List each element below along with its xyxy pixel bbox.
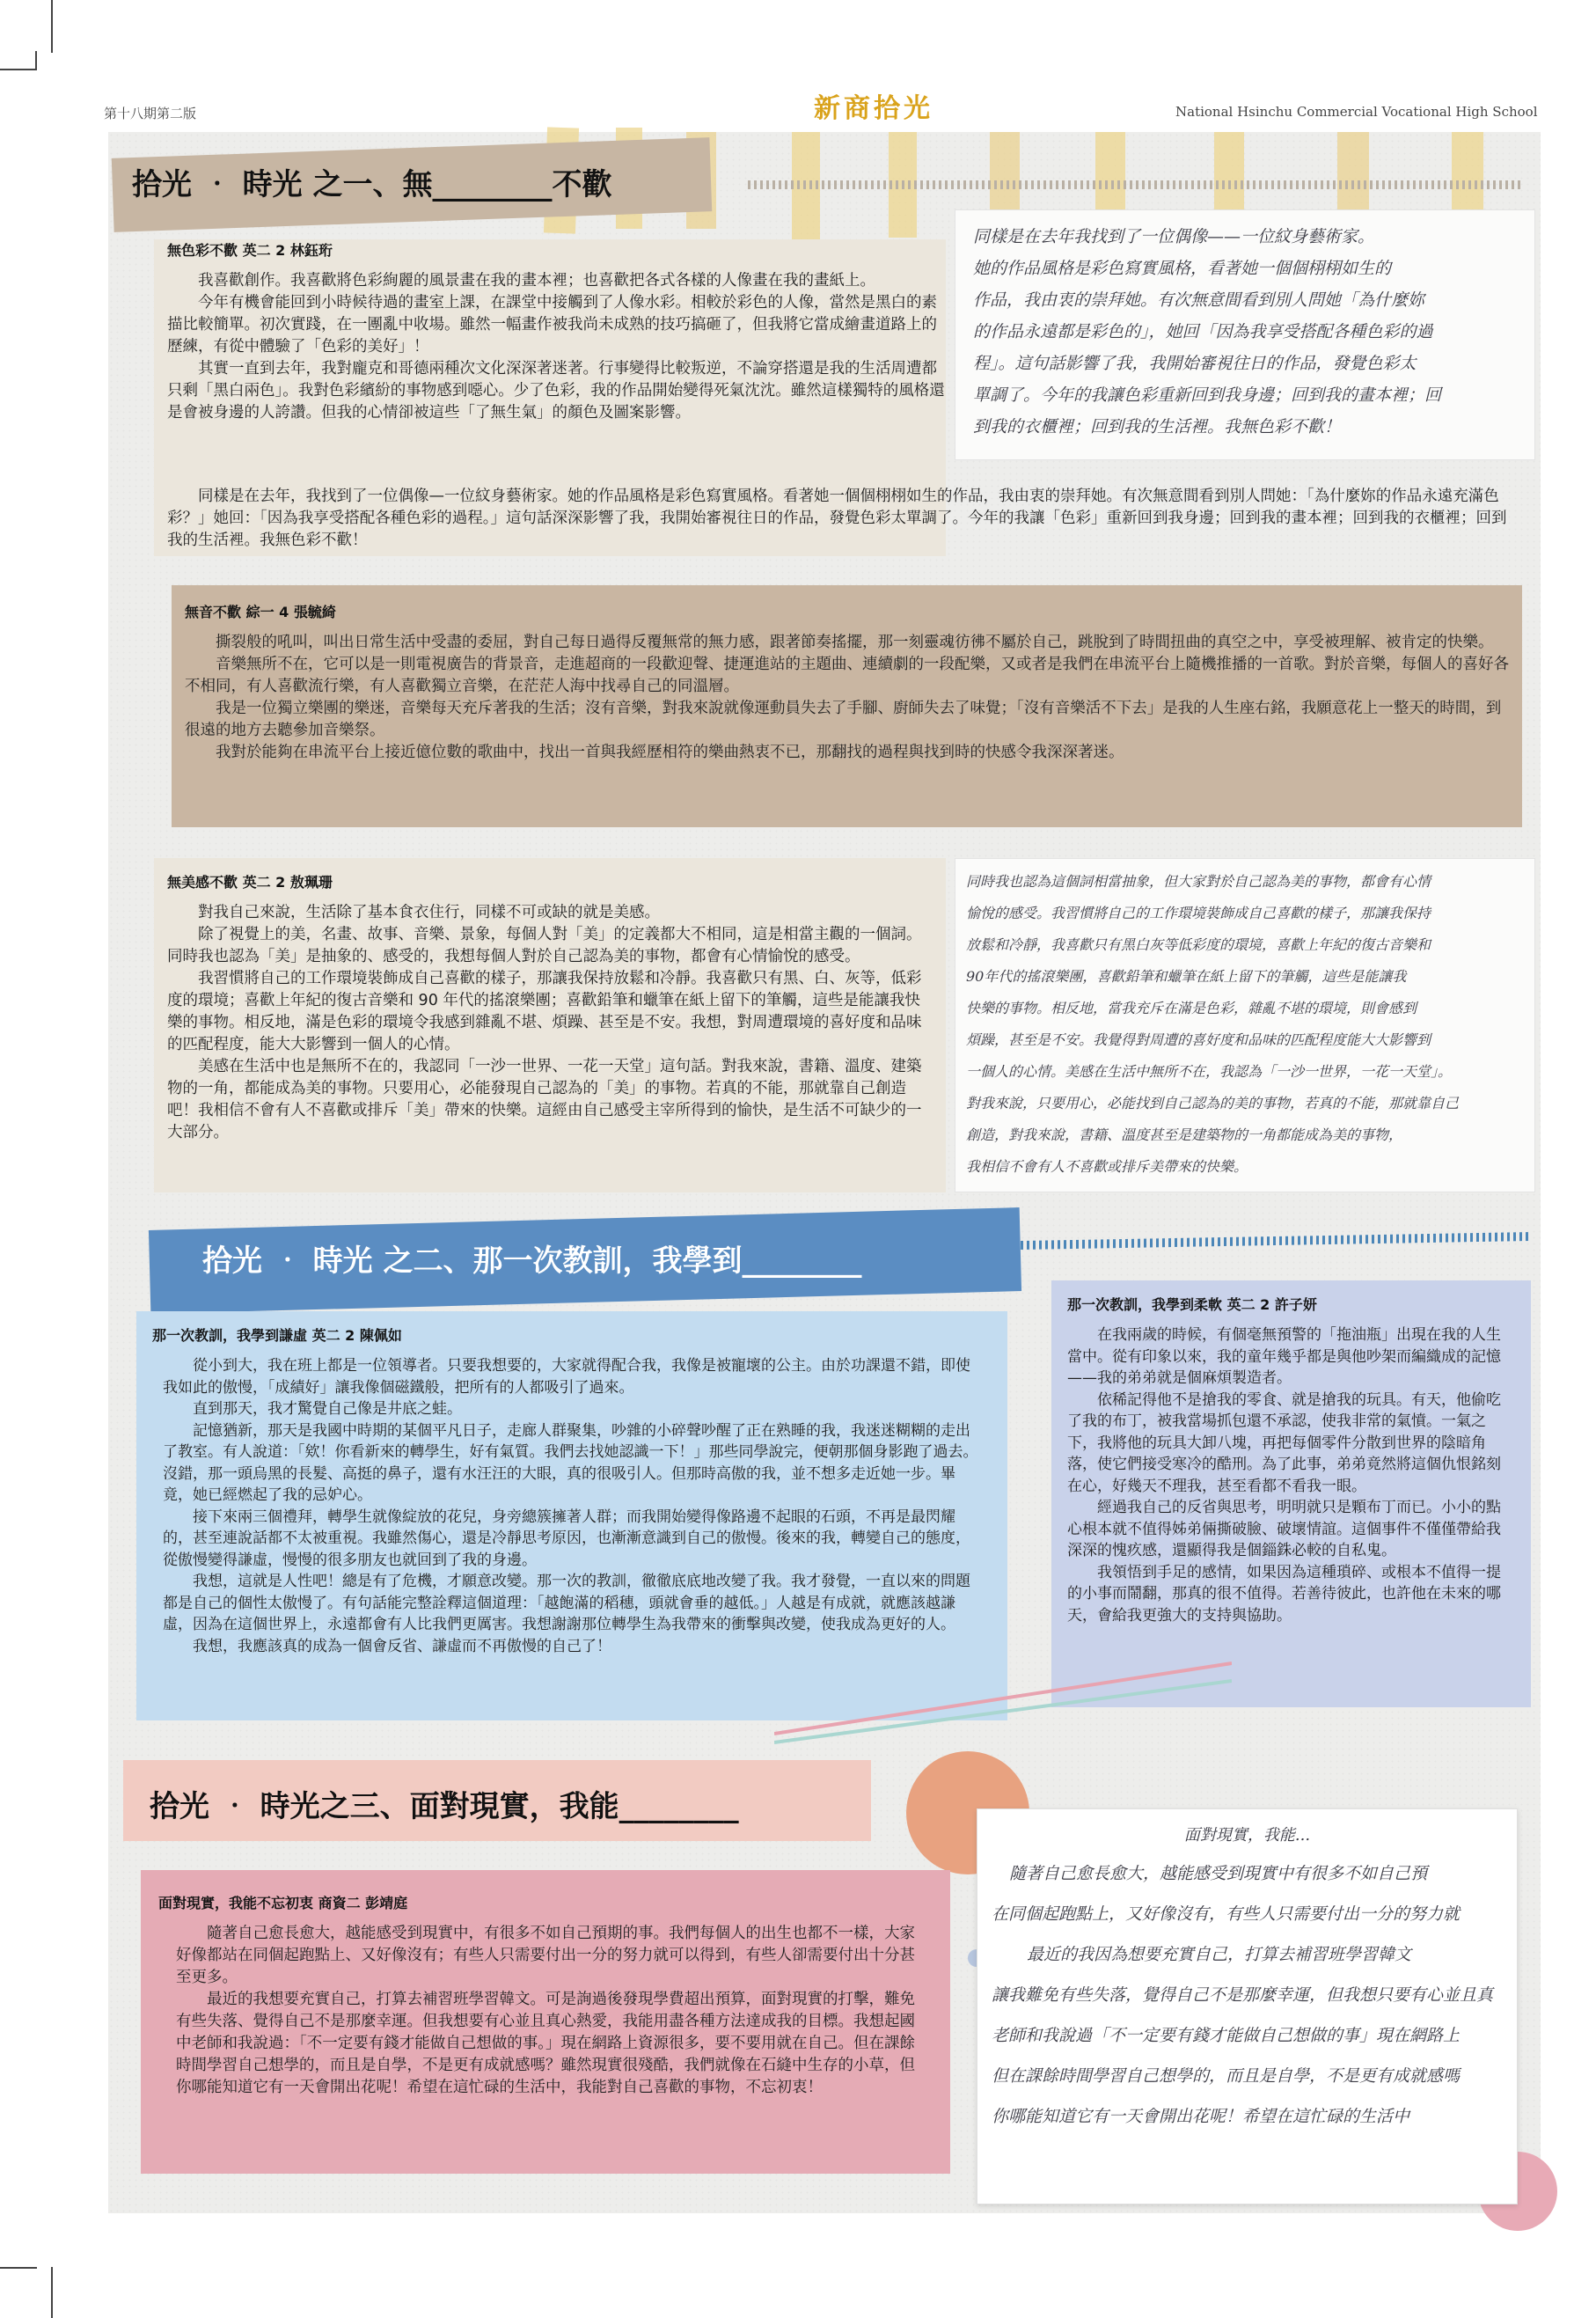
article-heading: 那一次教訓，我學到柔軟 英二 2 許子妍 [1067, 1296, 1317, 1313]
paragraph: 我是一位獨立樂團的樂迷，音樂每天充斥著我的生活；沒有音樂，對我來說就像運動員失去了手腳、廚師失去了味覺；「沒有音樂活不下去」是我的人生座右銘，我願意花上一整天的時間，到很遠的地方去聽參加音樂祭。 [185, 700, 1502, 739]
handwritten-line: 放鬆和冷靜，我喜歡只有黑白灰等低彩度的環境，喜歡上年紀的復古音樂和 [966, 936, 1431, 953]
handwritten-line: 對我來說，只要用心，必能找到自己認為的美的事物，若真的不能，那就靠自己 [966, 1095, 1460, 1111]
paragraph: 從小到大，我在班上都是一位領導者。只要我想要的，大家就得配合我，我像是被寵壞的公主。由於功課還不錯，即使我如此的傲慢，「成績好」讓我像個磁鐵般，把所有的人都吸引了過來。 [163, 1357, 970, 1397]
paragraph: 我喜歡創作。我喜歡將色彩絢麗的風景畫在我的畫本裡；也喜歡把各式各樣的人像畫在我的畫紙上。 [198, 272, 875, 290]
handwritten-line: 的作品永遠都是彩色的」，她回「因為我享受搭配各種色彩的過 [973, 322, 1433, 341]
handwritten-line: 老師和我說過「不一定要有錢才能做自己想做的事」現在網路上 [992, 2026, 1461, 2045]
paragraph: 直到那天，我才驚覺自己像是井底之蛙。 [193, 1400, 462, 1418]
paragraph: 依稀記得他不是搶我的零食、就是搶我的玩具。有天，他偷吃了我的布丁，被我當場抓包還不承認，使我非常的氣憤。一氣之下，我將他的玩具大卸八塊，再把每個零件分散到世界的陰暗角落，使它們接受寒冷的酷刑。為了此事，弟弟竟然將這個仇恨銘刻在心，好幾天不理我，甚至看都不看我一眼。 [1067, 1390, 1501, 1495]
handwritten-note-3 [977, 1808, 1518, 2204]
article-heading: 無色彩不歡 英二 2 林鈺珩 [167, 242, 333, 259]
paragraph: 我想，我應該真的成為一個會反省、謙虛而不再傲慢的自己了！ [193, 1637, 611, 1655]
handwritten-line: 隨著自己愈長愈大，越能感受到現實中有很多不如自己預 [1009, 1864, 1428, 1883]
paragraph: 我對於能夠在串流平台上接近億位數的歌曲中，找出一首與我經歷相符的樂曲熱衷不已，那翻找的過程與找到時的快感令我深深著迷。 [216, 744, 1124, 761]
handwritten-line: 到我的衣櫃裡；回到我的生活裡。我無色彩不歡！ [973, 417, 1342, 436]
paragraph: 其實一直到去年，我對龐克和哥德兩種次文化深深著迷著。行事變得比較叛逆，不論穿搭還是我的生活周遭都只剩「黑白兩色」。我對色彩繽紛的事物感到噁心。少了色彩，我的作品開始變得死氣沈沈。雖然這樣獨特的風格還是會被身邊的人誇讚。但我的心情卻被這些「了無生氣」的顏色及圖案影響。 [167, 360, 945, 422]
handwritten-line: 單調了。今年的我讓色彩重新回到我身邊；回到我的畫本裡；回 [973, 385, 1442, 405]
paragraph: 在我兩歲的時候，有個毫無預警的「拖油瓶」出現在我的人生當中。從有印象以來，我的童年幾乎都是與他吵架而編織成的記憶——我的弟弟就是個麻煩製造者。 [1067, 1326, 1501, 1387]
tape-strip [1337, 132, 1369, 216]
paragraph: 經過我自己的反省與思考，明明就只是顆布丁而已。小小的點心根本就不值得姊弟倆撕破臉、破壞情誼。這個事件不僅僅帶給我深深的愧疚感，還顯得我是個錙銖必較的自私鬼。 [1067, 1499, 1501, 1559]
crop-mark [35, 51, 37, 70]
article-3 [154, 858, 946, 1192]
crop-mark [51, 0, 53, 53]
article-heading: 面對現實，我能不忘初衷 商資二 彭靖庭 [158, 1895, 408, 1911]
paragraph: 我習慣將自己的工作環境裝飾成自己喜歡的樣子，那讓我保持放鬆和冷靜。我喜歡只有黑、白、灰等，低彩度的環境；喜歡上年紀的復古音樂和 90 年代的搖滾樂團；喜歡鉛筆和蠟筆在紙上留下的筆觸，這些是能讓我快樂的事物。相反地，滿是色彩的環境令我感到雜亂不堪、煩躁、甚至是不安。我想，對周遭環境的喜好度和品味的匹配程度，能大大影響到一個人的心情。 [167, 970, 922, 1053]
handwritten-line: 讓我難免有些失落，覺得自己不是那麼幸運，但我想只要有心並且真 [992, 1985, 1494, 2005]
article-heading: 無音不歡 綜一 4 張毓綺 [185, 604, 336, 620]
handwritten-note-2 [955, 858, 1535, 1192]
handwritten-line: 煩躁，甚至是不安。我覺得對周遭的喜好度和品味的匹配程度能大大影響到 [966, 1031, 1431, 1048]
paragraph: 接下來兩三個禮拜，轉學生就像綻放的花兒，身旁總簇擁著人群；而我開始變得像路邊不起眼的石頭，不再是最閃耀的，甚至連說話都不太被重視。我雖然傷心，還是冷靜思考原因，也漸漸意識到自己的傲慢。後來的我，轉變自己的態度，從傲慢變得謙虛，慢慢的很多朋友也就回到了我的身邊。 [163, 1507, 970, 1569]
decorative-lines [774, 1654, 1232, 1760]
section-1-title: 拾光 ‧ 時光 之一、無________不歡 [132, 167, 612, 202]
handwritten-line: 最近的我因為想要充實自己，打算去補習班學習韓文 [1027, 1945, 1412, 1964]
handwritten-line: 90年代的搖滾樂團，喜歡鉛筆和蠟筆在紙上留下的筆觸，這些是能讓我 [966, 968, 1407, 985]
paragraph: 今年有機會能回到小時候待過的畫室上課，在課堂中接觸到了人像水彩。相較於彩色的人像，當然是黑白的素描比較簡單。初次實踐，在一團亂中收場。雖然一幅畫作被我尚未成熟的技巧搞砸了，但我將它當成繪畫道路上的歷練，有從中體驗了「色彩的美好」！ [167, 294, 937, 356]
paragraph: 記憶猶新，那天是我國中時期的某個平凡日子，走廊人群聚集，吵雜的小碎聲吵醒了正在熟睡的我，我迷迷糊糊的走出了教室。有人說道：「欸！你看新來的轉學生，好有氣質。我們去找她認識一下！」那些同學說完，便朝那個身影跑了過去。沒錯，那一頭烏黑的長髮、高挺的鼻子，還有水汪汪的大眼，真的很吸引人。但那時高傲的我，並不想多走近她一步。畢竟，她已經燃起了我的忌妒心。 [163, 1421, 978, 1504]
handwritten-line: 我相信不會有人不喜歡或排斥美帶來的快樂。 [966, 1158, 1248, 1175]
article-heading: 無美感不歡 英二 2 敖珮珊 [167, 874, 333, 891]
section-3-title: 拾光 ‧ 時光之三、面對現實，我能________ [150, 1789, 739, 1824]
handwritten-line: 在同個起跑點上，又好像沒有，有些人只需要付出一分的努力就 [992, 1904, 1461, 1924]
handwritten-line: 程」。這句話影響了我，我開始審視往日的作品，發覺色彩太 [973, 354, 1417, 373]
article-6 [141, 1870, 950, 2174]
crop-mark [51, 2267, 53, 2318]
section-2-title: 拾光 ‧ 時光 之二、那一次教訓，我學到________ [202, 1243, 862, 1279]
paragraph: 美感在生活中也是無所不在的，我認同「一沙一世界、一花一天堂」這句話。對我來說，書籍、溫度、建築物的一角，都能成為美的事物。只要用心，必能發現自己認為的「美」的事物。若真的不能，那就靠自己創造吧！我相信不會有人不喜歡或排斥「美」帶來的快樂。這經由自己感受主宰所得到的愉快，是生活不可缺少的一大部分。 [167, 1058, 922, 1141]
article-5 [1051, 1280, 1531, 1707]
newspaper-logo: 新商拾光 [814, 93, 933, 124]
article-1-continued [154, 486, 1518, 552]
handwritten-line: 同時我也認為這個詞相當抽象，但大家對於自己認為美的事物，都會有心情 [966, 873, 1431, 890]
handwritten-line: 同樣是在去年我找到了一位偶像——一位紋身藝術家。 [973, 227, 1375, 246]
tape-strip [1452, 132, 1483, 211]
paragraph: 我領悟到手足的感情，如果因為這種瑣碎、或根本不值得一提的小事而鬧翻，那真的很不值得。若善待彼此，也許他在未來的哪天，會給我更強大的支持與協助。 [1067, 1563, 1501, 1625]
paragraph: 除了視覺上的美，名畫、故事、音樂、景象，每個人對「美」的定義都大不相同，這是相當主觀的一個詞。同時我也認為「美」是抽象的、感受的，我想每個人對於自己認為美的事物，都會有心情愉悅的感受。 [167, 926, 922, 965]
article-2 [172, 585, 1522, 827]
handwritten-line: 但在課餘時間學習自己想學的，而且是自學，不是更有成就感嗎 [992, 2066, 1461, 2086]
decorative-stripes [748, 180, 1522, 189]
handwritten-title: 面對現實，我能... [1183, 1826, 1311, 1845]
paragraph: 對我自己來說，生活除了基本食衣住行，同樣不可或缺的就是美感。 [198, 904, 660, 921]
paragraph: 我想，這就是人性吧！總是有了危機，才願意改變。那一次的教訓，徹徹底底地改變了我。我才發覺，一直以來的問題都是自己的個性太傲慢了。有句話能完整詮釋這個道理：「越飽滿的稻穗，頭就會垂的越低。」人越是有成就，就應該越謙虛，因為在這個世界上，永遠都會有人比我們更厲害。我想謝謝那位轉學生為我帶來的衝擊與改變，使我成為更好的人。 [163, 1573, 970, 1633]
handwritten-line: 愉悅的感受。我習慣將自己的工作環境裝飾成自己喜歡的樣子，那讓我保持 [966, 905, 1431, 921]
handwritten-line: 你哪能知道它有一天會開出花呢！希望在這忙碌的生活中 [992, 2107, 1410, 2126]
issue-label: 第十八期第二版 [104, 106, 197, 121]
paragraph: 同樣是在去年，我找到了一位偶像—一位紋身藝術家。她的作品風格是彩色寫實風格。看著她一個個栩栩如生的作品，我由衷的崇拜她。有次無意間看到別人問她：「為什麼妳的作品永遠充滿色彩？」她回：「因為我享受搭配各種色彩的過程。」這句話深深影響了我，我開始審視往日的作品，發覺色彩太單調了。今年的我讓「色彩」重新回到我身邊；回到我的畫本裡；回到我的衣櫃裡；回到我的生活裡。我無色彩不歡！ [167, 488, 1507, 549]
handwritten-line: 快樂的事物。相反地，當我充斥在滿是色彩，雜亂不堪的環境，則會感到 [966, 1000, 1417, 1016]
paragraph: 最近的我想要充實自己，打算去補習班學習韓文。可是詢過後發現學費超出預算，面對現實的打擊，難免有些失落、覺得自己不是那麼幸運。但我想要有心並且真心熱愛，我能用盡各種方法達成我的目標。我想起國中老師和我說過：「不一定要有錢才能做自己想做的事。」現在網路上資源很多，要不要用就在自己。但在課餘時間學習自己想學的，而且是自學，不是更有成就感嗎？雖然現實很殘酷，我們就像在石縫中生存的小草，但你哪能知道它有一天會開出花呢！希望在這忙碌的生活中，我能對自己喜歡的事物，不忘初衷！ [176, 1991, 915, 2096]
crop-mark [0, 2267, 37, 2269]
handwritten-note-1 [955, 209, 1535, 460]
handwritten-line: 她的作品風格是彩色寫實風格，看著她一個個栩栩如生的 [973, 259, 1392, 278]
handwritten-line: 創造，對我來說，書籍、溫度甚至是建築物的一角都能成為美的事物， [966, 1126, 1403, 1143]
school-name: National Hsinchu Commercial Vocational High School [1175, 104, 1538, 120]
handwritten-line: 作品，我由衷的崇拜她。有次無意間看到別人問她「為什麼妳 [973, 290, 1425, 310]
article-heading: 那一次教訓，我學到謙虛 英二 2 陳佩如 [152, 1327, 402, 1344]
handwritten-line: 一個人的心情。美感在生活中無所不在，我認為「一沙一世界，一花一天堂」。 [966, 1063, 1453, 1080]
crop-mark [0, 69, 37, 70]
paragraph: 撕裂般的吼叫，叫出日常生活中受盡的委屈，對自己每日過得反覆無常的無力感，跟著節奏搖擺，那一刻靈魂彷彿不屬於自己，跳脫到了時間扭曲的真空之中，享受被理解、被肯定的快樂。 [216, 634, 1494, 651]
paragraph: 隨著自己愈長愈大，越能感受到現實中，有很多不如自己預期的事。我們每個人的出生也都不一樣，大家好像都站在同個起跑點上、又好像沒有；有些人只需要付出一分的努力就可以得到，有些人卻需要付出十分甚至更多。 [176, 1925, 915, 1986]
paragraph: 音樂無所不在，它可以是一則電視廣告的背景音，走進超商的一段歡迎聲、捷運進站的主題曲、連續劇的一段配樂，又或者是我們在串流平台上隨機推播的一首歌。對於音樂，每個人的喜好各不相同，有人喜歡流行樂，有人喜歡獨立音樂，在茫茫人海中找尋自己的同溫層。 [185, 656, 1509, 695]
